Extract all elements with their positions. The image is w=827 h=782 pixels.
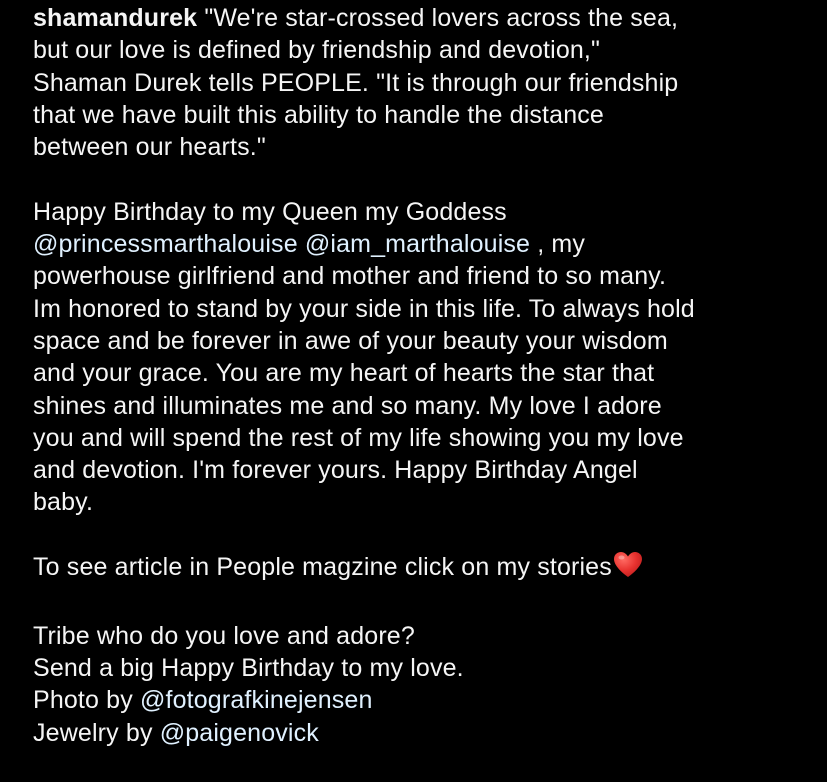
- closing-text: Tribe who do you love and adore?: [33, 621, 415, 650]
- birthday-text: shines and illuminates me and so many. My love I adore: [33, 391, 662, 420]
- username-link[interactable]: shamandurek: [33, 4, 198, 32]
- caption-line: [33, 228, 823, 260]
- quote-text: but our love is defined by friendship and devotion,": [33, 36, 601, 65]
- mention-iam-marthalouise-link[interactable]: @iam_marthalouise: [304, 230, 531, 259]
- birthday-text: Happy Birthday to my Queen my Goddess: [33, 197, 507, 226]
- mention-fotografkinejensen-link[interactable]: @fotografkinejensen: [139, 686, 373, 715]
- paragraph-gap: [33, 163, 823, 195]
- heart-emoji-icon: [613, 551, 643, 587]
- paragraph-gap: [33, 587, 823, 619]
- caption-line: [33, 717, 823, 749]
- caption-line: [33, 551, 823, 587]
- article-text: To see article in People magzine click on my stories: [33, 553, 612, 582]
- paragraph-gap: [33, 519, 823, 551]
- birthday-text: Im honored to stand by your side in this life. To always hold: [33, 294, 695, 323]
- quote-text: "We're star-crossed lovers across the sea,: [197, 4, 679, 32]
- birthday-text: baby.: [33, 488, 94, 517]
- quote-text: Shaman Durek tells PEOPLE. "It is through our friendship: [33, 68, 679, 97]
- quote-text: between our hearts.": [33, 133, 266, 162]
- mention-princessmarthalouise-link[interactable]: @princessmarthalouise: [33, 230, 298, 259]
- caption-line: [33, 684, 823, 716]
- caption-line: [33, 2, 823, 34]
- quote-text: that we have built this ability to handle the distance: [33, 100, 604, 129]
- mention-paigenovick-link[interactable]: @paigenovick: [159, 718, 319, 747]
- birthday-text: , my: [530, 230, 586, 259]
- birthday-text: and your grace. You are my heart of hearts the star that: [33, 359, 655, 388]
- photo-credit-label: Photo by: [33, 686, 140, 715]
- birthday-text: powerhouse girlfriend and mother and friend to so many.: [33, 262, 667, 291]
- jewelry-credit-label: Jewelry by: [33, 718, 160, 747]
- closing-text: Send a big Happy Birthday to my love.: [33, 653, 464, 682]
- birthday-text: and devotion. I'm forever yours. Happy Birthday Angel: [33, 456, 638, 485]
- birthday-text: space and be forever in awe of your beauty your wisdom: [33, 326, 668, 355]
- birthday-text: you and will spend the rest of my life showing you my love: [33, 423, 684, 452]
- post-caption: [33, 2, 823, 749]
